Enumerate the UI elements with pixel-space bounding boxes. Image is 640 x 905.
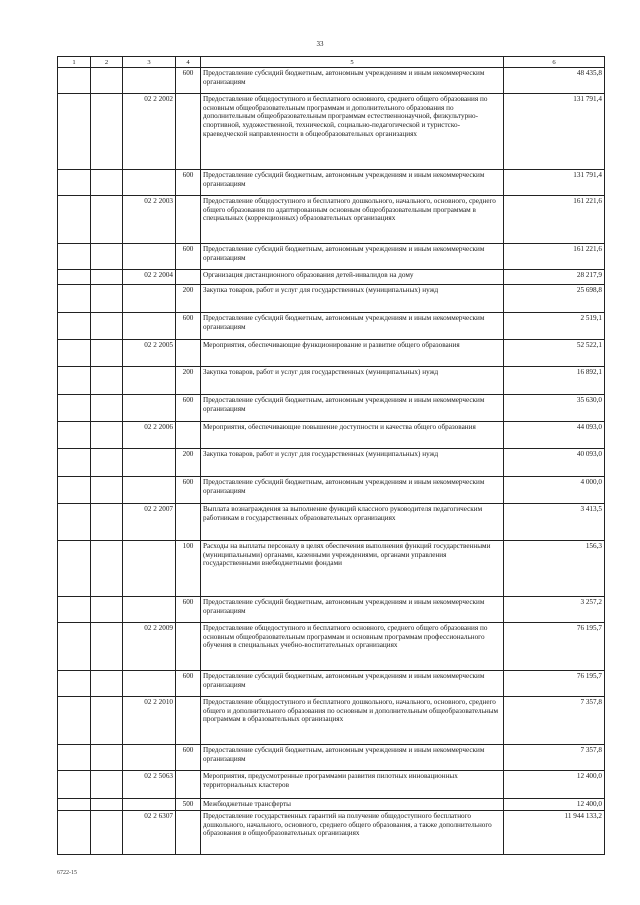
cell-c1 [58, 745, 91, 771]
cell-c5: Предоставление субсидий бюджетным, автономным учреждениям и иным некоммерческим организациям [201, 68, 504, 94]
cell-c6: 28 217,9 [504, 270, 605, 285]
cell-c5: Предоставление субсидий бюджетным, автономным учреждениям и иным некоммерческим организациям [201, 244, 504, 270]
table-row [58, 623, 605, 671]
cell-c3: 02 2 2004 [123, 270, 176, 285]
cell-c1 [58, 504, 91, 541]
cell-c6: 7 357,8 [504, 697, 605, 745]
table-row [58, 340, 605, 367]
table-row [58, 477, 605, 504]
cell-c5: Предоставление субсидий бюджетным, автономным учреждениям и иным некоммерческим организациям [201, 671, 504, 697]
table-row [58, 196, 605, 244]
cell-c6: 131 791,4 [504, 170, 605, 196]
cell-c2 [91, 541, 123, 597]
cell-c6: 3 257,2 [504, 597, 605, 623]
table-row [58, 799, 605, 811]
cell-c4 [176, 771, 201, 799]
column-header: 4 [176, 57, 201, 68]
cell-c2 [91, 170, 123, 196]
cell-c1 [58, 541, 91, 597]
cell-c5: Межбюджетные трансферты [201, 799, 504, 811]
cell-c6: 11 944 133,2 [504, 811, 605, 855]
cell-c6: 156,3 [504, 541, 605, 597]
page-number: 33 [316, 40, 324, 48]
cell-c4 [176, 270, 201, 285]
column-header: 5 [201, 57, 504, 68]
cell-c2 [91, 771, 123, 799]
column-header: 1 [58, 57, 91, 68]
cell-c3 [123, 449, 176, 477]
table-row [58, 771, 605, 799]
cell-c5: Предоставление общедоступного и бесплатного основного, среднего общего образования по основным общеобразовательным программам и основным программам профессионального обучения в специальных учебно-воспитательных организациях [201, 623, 504, 671]
cell-c2 [91, 340, 123, 367]
cell-c4: 600 [176, 244, 201, 270]
cell-c1 [58, 697, 91, 745]
cell-c3 [123, 244, 176, 270]
cell-c2 [91, 313, 123, 340]
cell-c4: 600 [176, 597, 201, 623]
cell-c3 [123, 745, 176, 771]
table-row [58, 597, 605, 623]
cell-c3 [123, 170, 176, 196]
table-row [58, 697, 605, 745]
cell-c6: 7 357,8 [504, 745, 605, 771]
cell-c5: Расходы на выплаты персоналу в целях обеспечения выполнения функций государственными (муниципальными) органами, казенными учреждениями, органами управления государственными внебюджетными фондами [201, 541, 504, 597]
cell-c2 [91, 504, 123, 541]
cell-c3 [123, 477, 176, 504]
cell-c4: 600 [176, 745, 201, 771]
table-row [58, 94, 605, 170]
cell-c4 [176, 94, 201, 170]
table-row [58, 270, 605, 285]
cell-c2 [91, 94, 123, 170]
cell-c1 [58, 449, 91, 477]
table-row [58, 745, 605, 771]
cell-c3: 02 2 2010 [123, 697, 176, 745]
table-row [58, 449, 605, 477]
cell-c3: 02 2 2003 [123, 196, 176, 244]
column-header: 3 [123, 57, 176, 68]
cell-c4: 600 [176, 395, 201, 422]
cell-c3 [123, 799, 176, 811]
cell-c1 [58, 170, 91, 196]
cell-c1 [58, 771, 91, 799]
cell-c4: 100 [176, 541, 201, 597]
cell-c2 [91, 799, 123, 811]
cell-c4: 500 [176, 799, 201, 811]
cell-c4: 600 [176, 671, 201, 697]
cell-c2 [91, 623, 123, 671]
cell-c3 [123, 313, 176, 340]
cell-c5: Организация дистанционного образования детей-инвалидов на дому [201, 270, 504, 285]
cell-c1 [58, 799, 91, 811]
cell-c6: 40 093,0 [504, 449, 605, 477]
budget-table [57, 56, 605, 855]
cell-c2 [91, 697, 123, 745]
table-row [58, 68, 605, 94]
cell-c1 [58, 422, 91, 449]
cell-c1 [58, 68, 91, 94]
cell-c6: 16 892,1 [504, 367, 605, 395]
cell-c5: Предоставление субсидий бюджетным, автономным учреждениям и иным некоммерческим организациям [201, 477, 504, 504]
cell-c2 [91, 597, 123, 623]
cell-c6: 25 698,8 [504, 285, 605, 313]
cell-c5: Предоставление субсидий бюджетным, автономным учреждениям и иным некоммерческим организациям [201, 170, 504, 196]
table-row [58, 244, 605, 270]
cell-c6: 4 000,0 [504, 477, 605, 504]
table-row [58, 367, 605, 395]
cell-c4: 600 [176, 313, 201, 340]
cell-c6: 35 630,0 [504, 395, 605, 422]
cell-c6: 12 400,0 [504, 799, 605, 811]
cell-c5: Предоставление общедоступного и бесплатного основного, среднего общего образования по основным общеобразовательным программам и дополнительного образования по дополнительным общеобразовательным программам естественнонаучной, физкультурно-спортивной, художественной, технической, социально-педагогической и туристско-краеведческой направленности в общеобразовательных организациях [201, 94, 504, 170]
cell-c6: 131 791,4 [504, 94, 605, 170]
table-row [58, 313, 605, 340]
cell-c5: Мероприятия, предусмотренные программами развития пилотных инновационных территориальных кластеров [201, 771, 504, 799]
cell-c3 [123, 367, 176, 395]
cell-c3: 02 2 5063 [123, 771, 176, 799]
cell-c3: 02 2 2005 [123, 340, 176, 367]
cell-c5: Предоставление общедоступного и бесплатного дошкольного, начального, основного, среднего общего и дополнительного образования по основным и дополнительным общеобразовательным программам в образовательных организациях [201, 697, 504, 745]
column-header: 2 [91, 57, 123, 68]
cell-c6: 76 195,7 [504, 623, 605, 671]
cell-c5: Предоставление субсидий бюджетным, автономным учреждениям и иным некоммерческим организациям [201, 395, 504, 422]
cell-c5: Закупка товаров, работ и услуг для государственных (муниципальных) нужд [201, 449, 504, 477]
cell-c6: 52 522,1 [504, 340, 605, 367]
cell-c4: 600 [176, 170, 201, 196]
cell-c6: 3 413,5 [504, 504, 605, 541]
cell-c1 [58, 623, 91, 671]
cell-c5: Предоставление субсидий бюджетным, автономным учреждениям и иным некоммерческим организациям [201, 745, 504, 771]
cell-c1 [58, 285, 91, 313]
cell-c2 [91, 671, 123, 697]
cell-c5: Закупка товаров, работ и услуг для государственных (муниципальных) нужд [201, 285, 504, 313]
column-header [504, 57, 605, 68]
table-row [58, 285, 605, 313]
table-row [58, 422, 605, 449]
cell-c2 [91, 285, 123, 313]
cell-c4 [176, 504, 201, 541]
cell-c4 [176, 697, 201, 745]
cell-c4 [176, 196, 201, 244]
cell-c2 [91, 811, 123, 855]
cell-c1 [58, 94, 91, 170]
cell-c2 [91, 68, 123, 94]
cell-c5: Мероприятия, обеспечивающие функционирование и развитие общего образования [201, 340, 504, 367]
table-row [58, 170, 605, 196]
table-row [58, 395, 605, 422]
cell-c5: Предоставление субсидий бюджетным, автономным учреждениям и иным некоммерческим организациям [201, 597, 504, 623]
cell-c4: 200 [176, 449, 201, 477]
cell-c2 [91, 422, 123, 449]
cell-c4: 200 [176, 285, 201, 313]
cell-c2 [91, 270, 123, 285]
cell-c3 [123, 68, 176, 94]
table-row [58, 811, 605, 855]
cell-c5: Закупка товаров, работ и услуг для государственных (муниципальных) нужд [201, 367, 504, 395]
cell-c1 [58, 340, 91, 367]
cell-c3 [123, 541, 176, 597]
cell-c3 [123, 285, 176, 313]
cell-c1 [58, 811, 91, 855]
cell-c3: 02 2 2002 [123, 94, 176, 170]
cell-c1 [58, 671, 91, 697]
cell-c1 [58, 477, 91, 504]
cell-c5: Предоставление субсидий бюджетным, автономным учреждениям и иным некоммерческим организациям [201, 313, 504, 340]
cell-c4 [176, 340, 201, 367]
cell-c2 [91, 477, 123, 504]
cell-c3: 02 2 6307 [123, 811, 176, 855]
cell-c2 [91, 395, 123, 422]
cell-c3 [123, 671, 176, 697]
cell-c2 [91, 196, 123, 244]
cell-c2 [91, 244, 123, 270]
table-header-row [58, 57, 605, 68]
cell-c4 [176, 811, 201, 855]
cell-c2 [91, 367, 123, 395]
cell-c4: 600 [176, 477, 201, 504]
cell-c1 [58, 244, 91, 270]
cell-c6: 76 195,7 [504, 671, 605, 697]
cell-c6: 44 093,0 [504, 422, 605, 449]
cell-c4: 200 [176, 367, 201, 395]
cell-c5: Мероприятия, обеспечивающие повышение доступности и качества общего образования [201, 422, 504, 449]
table-row [58, 541, 605, 597]
column-header-label: 6 [552, 59, 556, 66]
cell-c3 [123, 395, 176, 422]
cell-c6: 161 221,6 [504, 196, 605, 244]
footer-code: 6722-15 [57, 870, 77, 876]
cell-c4 [176, 422, 201, 449]
cell-c4: 600 [176, 68, 201, 94]
cell-c5: Выплата вознаграждения за выполнение функций классного руководителя педагогическим работникам в государственных образовательных организациях [201, 504, 504, 541]
cell-c4 [176, 623, 201, 671]
cell-c3: 02 2 2007 [123, 504, 176, 541]
table-row [58, 504, 605, 541]
cell-c1 [58, 597, 91, 623]
cell-c5: Предоставление государственных гарантий на получение общедоступного бесплатного дошкольного, начального, основного, среднего общего образования, а также дополнительного образования в общеобразовательных организациях [201, 811, 504, 855]
cell-c2 [91, 449, 123, 477]
table-row [58, 671, 605, 697]
cell-c6: 2 519,1 [504, 313, 605, 340]
cell-c6: 161 221,6 [504, 244, 605, 270]
cell-c2 [91, 745, 123, 771]
cell-c6: 12 400,0 [504, 771, 605, 799]
cell-c1 [58, 367, 91, 395]
cell-c3: 02 2 2009 [123, 623, 176, 671]
cell-c6: 48 435,8 [504, 68, 605, 94]
cell-c1 [58, 196, 91, 244]
cell-c3: 02 2 2006 [123, 422, 176, 449]
cell-c1 [58, 270, 91, 285]
cell-c1 [58, 395, 91, 422]
cell-c1 [58, 313, 91, 340]
cell-c3 [123, 597, 176, 623]
cell-c5: Предоставление общедоступного и бесплатного дошкольного, начального, основного, среднего общего образования по адаптированным основным общеобразовательным программам в специальных (коррекционных) образовательных организациях [201, 196, 504, 244]
